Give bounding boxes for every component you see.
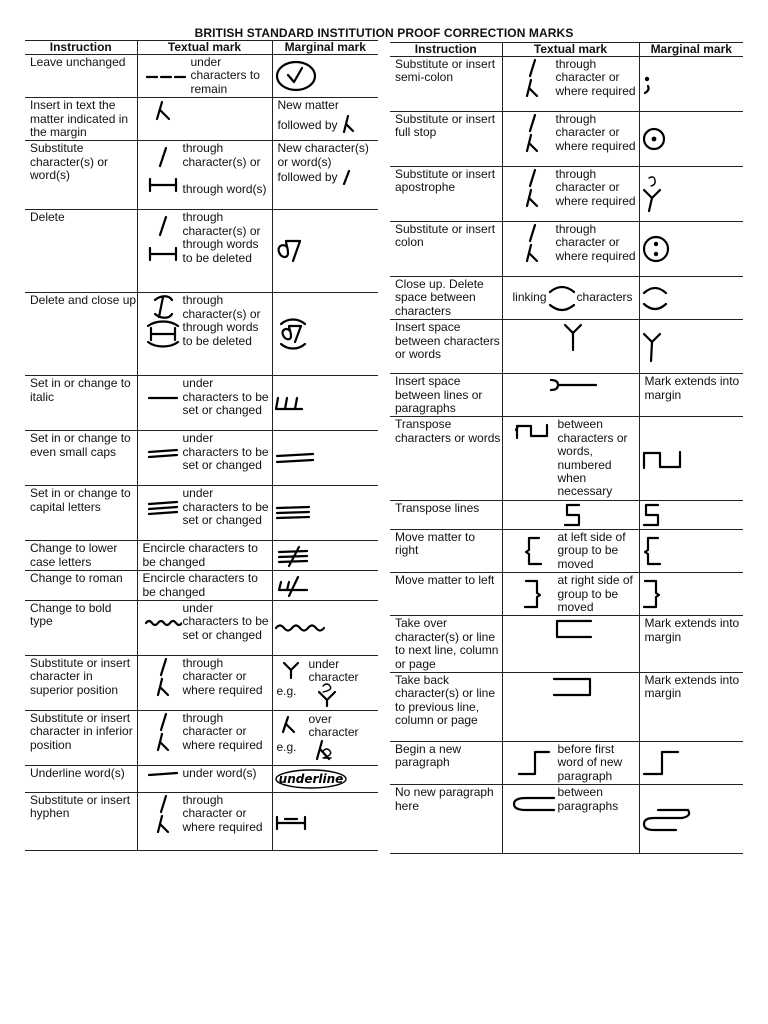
instruction: Substitute or insert full stop [390, 112, 502, 167]
single-underline-icon [146, 394, 180, 402]
marginal-note: over character [308, 712, 359, 740]
stroke-icon [156, 794, 170, 814]
apostrophe-mark-icon [640, 174, 664, 214]
instruction: Take back character(s) or line to previous line, column or page [390, 672, 502, 741]
italic-mark-icon [273, 394, 309, 412]
double-underline-icon [146, 447, 180, 459]
textual-note: through character or where required [555, 57, 636, 98]
textual-note: through character or where required [182, 656, 263, 697]
instruction: Substitute or insert character in inferior position [25, 711, 137, 766]
table-row [390, 167, 743, 222]
bracket-stroke-icon [147, 245, 179, 261]
col-marginal: Marginal mark [272, 41, 378, 55]
textual-note: under characters to be set or changed [182, 486, 269, 528]
instruction: Underline word(s) [25, 766, 137, 793]
marginal-note: Mark extends into margin [639, 374, 743, 417]
table-row [25, 431, 378, 486]
move-right-icon [521, 535, 545, 567]
col-textual: Textual mark [502, 43, 639, 57]
instruction: Change to roman [25, 571, 137, 601]
textual-note: through character(s) or [182, 210, 261, 238]
table-row [390, 417, 743, 500]
table-row [25, 293, 378, 376]
stroke-icon [525, 223, 539, 243]
textual-note: through character or where required [182, 711, 263, 752]
table-row [390, 672, 743, 741]
transpose-icon [514, 422, 552, 440]
table-row [25, 766, 378, 793]
instruction: Insert in text the matter indicated in the margin [25, 98, 137, 141]
example-label: e.g. [276, 684, 297, 699]
textual-note: between paragraphs [557, 785, 619, 813]
marginal-note: Mark extends into margin [639, 672, 743, 741]
instruction: Set in or change to italic [25, 376, 137, 431]
instruction: Substitute or insert hyphen [25, 793, 137, 851]
triple-underline-icon [146, 499, 180, 517]
table-row [25, 98, 378, 141]
underline-mark-icon [273, 768, 349, 790]
textual-note: through character or where required [182, 793, 263, 834]
textual-note: through words to be deleted [182, 320, 259, 348]
stroke-icon [156, 712, 170, 732]
new-paragraph-mark-icon [640, 748, 680, 778]
table-row [25, 601, 378, 656]
textual-note: Encircle characters to be changed [137, 571, 272, 601]
textual-note: under characters to be set or changed [182, 431, 269, 473]
instruction: Take over character(s) or line to next line, column or page [390, 616, 502, 673]
textual-note: characters [576, 290, 633, 305]
textual-note: under word(s) [182, 766, 257, 781]
textual-note: at right side of group to be moved [557, 573, 633, 614]
instruction: Close up. Delete space between characters [390, 277, 502, 320]
stroke-icon [525, 168, 539, 188]
roman-mark-icon [273, 574, 313, 598]
insert-space-mark-icon [640, 330, 664, 364]
close-up-mark-icon [640, 283, 670, 313]
new-paragraph-icon [515, 748, 551, 778]
small-caps-mark-icon [273, 451, 317, 465]
circled-tick-icon [273, 59, 319, 93]
instruction: Insert space between lines or paragraphs [390, 374, 502, 417]
move-left-mark-icon [640, 578, 664, 610]
superior-mark-icon [281, 660, 301, 680]
instruction: Insert space between characters or words [390, 320, 502, 374]
example-label: e.g. [276, 740, 297, 755]
table-row [390, 222, 743, 277]
stroke-icon [156, 657, 170, 677]
inferior-mark-icon [279, 714, 299, 734]
bracket-close-icon [145, 320, 181, 348]
textual-note: through character or where required [555, 222, 636, 263]
take-over-icon [551, 617, 595, 641]
instruction: Substitute or insert apostrophe [390, 167, 502, 222]
textual-note: under characters to remain [190, 55, 260, 96]
header-row [390, 43, 743, 57]
move-right-mark-icon [640, 535, 664, 567]
caret-icon [153, 99, 173, 121]
instruction: Leave unchanged [25, 55, 137, 98]
caret-icon [523, 243, 541, 263]
textual-note: between characters or words, numbered when necessary [557, 417, 628, 499]
lower-case-mark-icon [273, 544, 313, 568]
stroke-icon [156, 146, 170, 168]
stroke-icon [525, 58, 539, 78]
marginal-note: Mark extends into margin [639, 616, 743, 673]
table-row [25, 376, 378, 431]
table-row [390, 785, 743, 854]
hyphen-mark-icon [273, 813, 309, 831]
delete-close-icon [151, 294, 175, 320]
transpose-lines-mark-icon [640, 502, 664, 528]
table-row [390, 529, 743, 572]
instruction: Move matter to left [390, 573, 502, 616]
instruction: Change to lower case letters [25, 541, 137, 571]
table-row [25, 793, 378, 851]
instruction: Delete [25, 210, 137, 293]
transpose-mark-icon [640, 448, 684, 470]
instruction: No new paragraph here [390, 785, 502, 854]
col-instruction: Instruction [390, 43, 502, 57]
bold-mark-icon [273, 622, 329, 634]
caret-icon [523, 78, 541, 98]
wavy-underline-icon [144, 617, 182, 627]
instruction: Transpose characters or words [390, 417, 502, 500]
instruction: Change to bold type [25, 601, 137, 656]
textual-note: through character or where required [555, 167, 636, 208]
run-on-icon [510, 794, 556, 814]
instruction: Transpose lines [390, 500, 502, 529]
stroke-icon [525, 113, 539, 133]
single-underline-icon [146, 770, 180, 778]
table-row [25, 571, 378, 601]
caret-icon [341, 113, 355, 133]
col-marginal: Marginal mark [639, 43, 743, 57]
instruction: Substitute character(s) or word(s) [25, 141, 137, 210]
colon-mark-icon [640, 234, 672, 264]
instruction: Substitute or insert semi-colon [390, 57, 502, 112]
instruction: Begin a new paragraph [390, 741, 502, 784]
superior-example-icon [313, 680, 343, 708]
stroke-icon [156, 215, 170, 237]
textual-note: through character(s) or [182, 293, 261, 321]
insert-space-icon [561, 321, 585, 353]
table-row [390, 573, 743, 616]
textual-note: at left side of group to be moved [557, 529, 626, 571]
textual-note: through character(s) or [182, 141, 261, 169]
bracket-stroke-icon [147, 176, 179, 192]
move-left-icon [521, 578, 545, 610]
header-row [25, 41, 378, 55]
instruction: Set in or change to capital letters [25, 486, 137, 541]
inferior-example-icon [311, 735, 341, 763]
instruction: Move matter to right [390, 529, 502, 572]
table-row [390, 112, 743, 167]
capitals-mark-icon [273, 503, 313, 523]
textual-note: under characters to be set or changed [182, 376, 269, 418]
marginal-note: New matter followed by [277, 98, 339, 132]
table-row [390, 616, 743, 673]
line-space-icon [545, 375, 601, 395]
delete-mark-icon [273, 237, 307, 265]
caret-icon [154, 677, 172, 697]
delete-close-mark-icon [273, 314, 313, 354]
instruction: Delete and close up [25, 293, 137, 376]
underline-mark-text: underline [278, 772, 343, 787]
caret-icon [523, 133, 541, 153]
semicolon-mark-icon [640, 73, 654, 95]
textual-note: Encircle characters to be changed [137, 541, 272, 571]
caret-icon [154, 732, 172, 752]
table-row [25, 656, 378, 711]
marginal-note: New character(s) or word(s) followed by [277, 141, 369, 185]
table-row [25, 486, 378, 541]
textual-note: through character or where required [555, 112, 636, 153]
col-instruction: Instruction [25, 41, 137, 55]
textual-note: before first word of new paragraph [557, 741, 623, 783]
textual-note: through words to be deleted [182, 237, 259, 265]
table-row [390, 57, 743, 112]
table-row [25, 541, 378, 571]
table-row [25, 55, 378, 98]
full-stop-mark-icon [640, 127, 668, 151]
right-table [390, 42, 743, 854]
caret-icon [523, 188, 541, 208]
table-row [390, 277, 743, 320]
textual-note: under characters to be set or changed [182, 601, 269, 642]
marginal-note: under character [308, 657, 359, 685]
table-row [390, 374, 743, 417]
instruction: Substitute or insert colon [390, 222, 502, 277]
table-row [25, 711, 378, 766]
col-textual: Textual mark [137, 41, 272, 55]
table-row [390, 500, 743, 529]
take-back-icon [550, 674, 596, 700]
transpose-lines-icon [561, 502, 585, 528]
table-row [25, 210, 378, 293]
table-row [25, 141, 378, 210]
instruction: Set in or change to even small caps [25, 431, 137, 486]
stroke-icon [341, 169, 351, 185]
instruction: Substitute or insert character in superior position [25, 656, 137, 711]
textual-note: through word(s) [182, 181, 267, 196]
table-row [390, 741, 743, 784]
dashed-underline-icon [145, 71, 189, 81]
left-table [25, 40, 378, 851]
caret-icon [154, 814, 172, 834]
run-on-mark-icon [640, 806, 694, 832]
textual-note: linking [512, 290, 547, 305]
page-title: BRITISH STANDARD INSTITUTION PROOF CORRECTION MARKS [194, 26, 574, 40]
close-up-link-icon [547, 283, 577, 313]
table-row [390, 320, 743, 374]
